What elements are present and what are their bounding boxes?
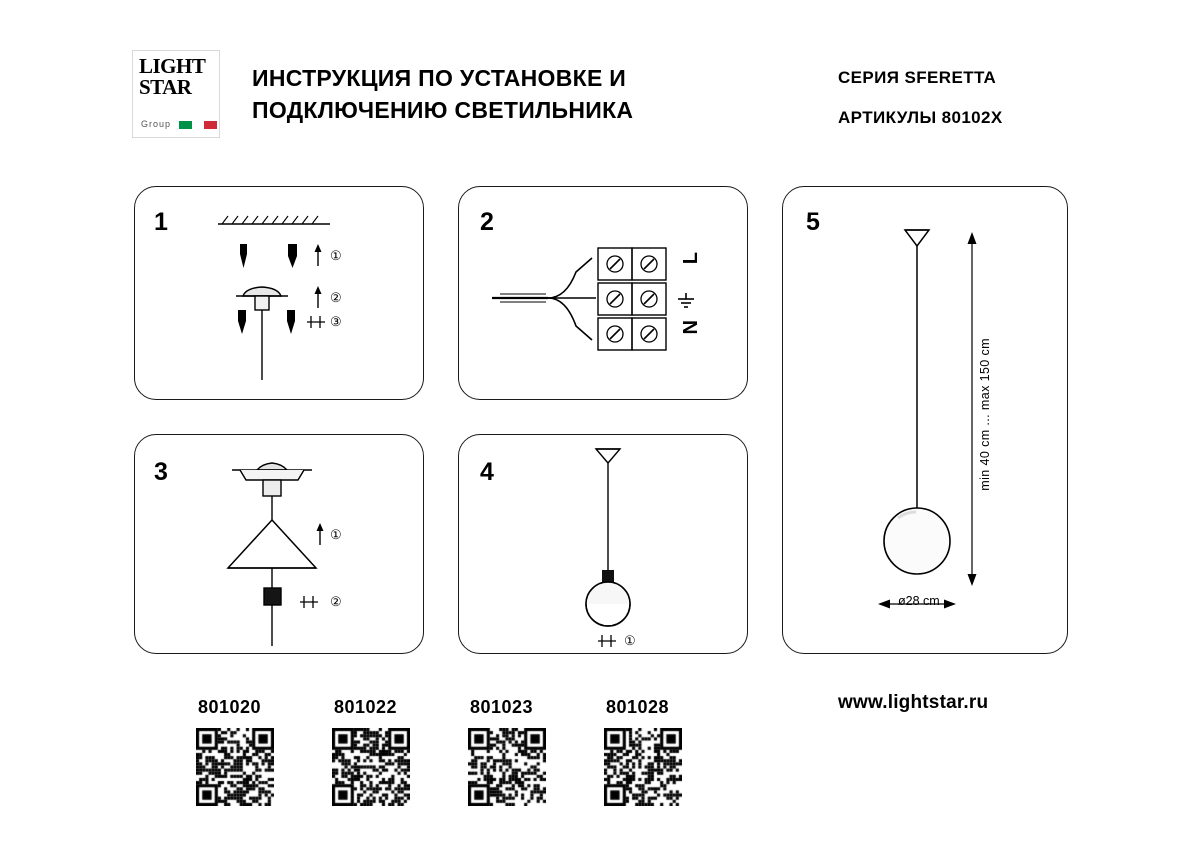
terminal-label-l: L <box>680 252 702 265</box>
product-code-3: 801028 <box>606 697 670 717</box>
logo-line-1: LIGHT <box>139 54 206 78</box>
step-4-callout-1: ① <box>624 633 636 648</box>
series-label: СЕРИЯ SFERETTA <box>838 68 997 87</box>
logo-wordmark <box>139 56 205 98</box>
step-3-callout-1: ① <box>330 527 342 542</box>
terminal-label-n: N <box>680 320 702 335</box>
italian-flag-icon <box>179 121 217 129</box>
logo-group-text: Group <box>141 119 172 129</box>
step-panel-1 <box>134 186 424 400</box>
product-code-2: 801023 <box>470 697 534 717</box>
step-5-diameter-label: ø28 cm <box>898 594 940 608</box>
step-1-callout-2: ② <box>330 290 342 305</box>
step-number-1: 1 <box>154 208 168 236</box>
step-1-callout-3: ③ <box>330 314 342 329</box>
step-number-2: 2 <box>480 208 494 236</box>
website-link[interactable]: www.lightstar.ru <box>838 692 989 713</box>
brand-logo <box>132 50 220 138</box>
step-number-3: 3 <box>154 458 168 486</box>
step-panel-2 <box>458 186 748 400</box>
logo-line-2: STAR <box>139 75 192 99</box>
page-title: ИНСТРУКЦИЯ ПО УСТАНОВКЕ И ПОДКЛЮЧЕНИЮ СВЕТИЛЬНИКА <box>252 65 634 123</box>
step-panel-4 <box>458 434 748 654</box>
product-code-0: 801020 <box>198 697 262 717</box>
qr-code-801023[interactable] <box>468 728 546 806</box>
product-code-1: 801022 <box>334 697 398 717</box>
articles-label: АРТИКУЛЫ 80102X <box>838 108 1003 127</box>
qr-code-801022[interactable] <box>332 728 410 806</box>
step-number-4: 4 <box>480 458 494 486</box>
step-number-5: 5 <box>806 208 820 236</box>
step-panel-3 <box>134 434 424 654</box>
step-1-callout-1: ① <box>330 248 342 263</box>
step-3-callout-2: ② <box>330 594 342 609</box>
qr-code-801028[interactable] <box>604 728 682 806</box>
step-5-height-label: min 40 cm ... max 150 cm <box>978 338 992 491</box>
qr-code-801020[interactable] <box>196 728 274 806</box>
step-panel-5 <box>782 186 1068 654</box>
